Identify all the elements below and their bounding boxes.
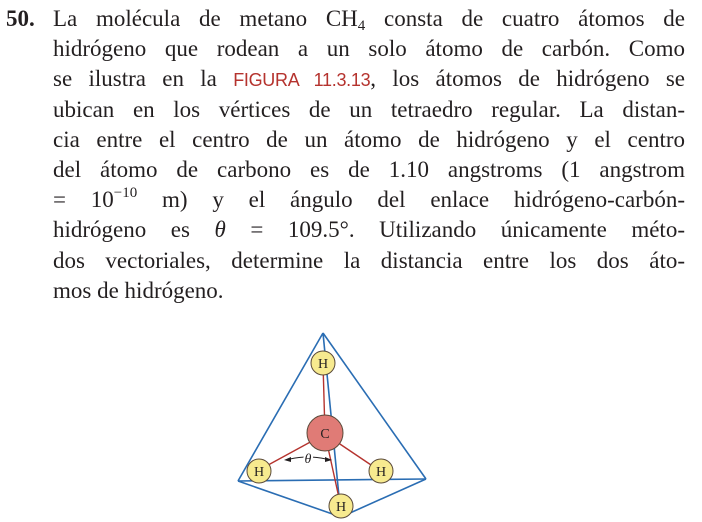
edge-right-front — [341, 479, 426, 517]
subscript: 4 — [357, 18, 366, 34]
text-run: mos de hidrógeno. — [53, 277, 224, 303]
superscript: −10 — [113, 185, 138, 202]
text-run: hidrógeno que rodean a un solo átomo de carbón. Como — [53, 36, 685, 62]
text-line — [53, 95, 685, 125]
hydrogen-right-label: H — [375, 465, 387, 480]
text-run: dos vectoriales, determine la distancia entre los dos áto- — [53, 247, 685, 273]
hydrogen-top — [311, 351, 335, 375]
problem-number: 50. — [6, 6, 35, 31]
text-line — [53, 125, 685, 155]
text-run: cia entre el centro de un átomo de hidrógeno y el centro — [53, 126, 685, 152]
text-run: del átomo de carbono es de 1.10 angstroms (1 angstrom — [53, 156, 685, 182]
angle-marker — [284, 452, 332, 467]
text-line — [53, 185, 685, 215]
math-symbol: θ — [214, 217, 226, 243]
text-run: hidrógeno es — [53, 217, 215, 243]
text-line — [53, 246, 685, 276]
text-line — [53, 64, 685, 94]
text-run: ubican en los vértices de un tetraedro regular. La distan- — [53, 96, 685, 122]
hydrogen-right — [369, 459, 393, 483]
text-run: consta de cuatro átomos de — [365, 6, 685, 31]
text-run: La molécula de metano CH — [53, 6, 358, 31]
hydrogen-left-label: H — [253, 465, 265, 480]
text-run: m) y el ángulo del enlace hidrógeno-carbón- — [137, 187, 685, 213]
edge-top-right — [323, 333, 426, 479]
text-run: = 10 — [53, 187, 114, 213]
angle-label: θ — [304, 452, 312, 467]
text-run: se ilustra en la — [53, 66, 234, 92]
tetrahedron-figure — [230, 327, 450, 519]
text-line — [53, 155, 685, 185]
text-line — [53, 4, 685, 34]
edge-left-front — [238, 481, 341, 517]
hydrogen-front-label: H — [335, 500, 347, 515]
carbon-atom — [307, 415, 343, 451]
figure-reference-link[interactable]: FIGURA 11.3.13 — [233, 70, 371, 91]
text-line — [53, 34, 685, 64]
hydrogen-left — [247, 459, 271, 483]
text-run: , los átomos de hidrógeno se — [370, 66, 685, 92]
text-run: = 109.5°. Utilizando únicamente méto- — [225, 217, 685, 243]
text-line — [53, 215, 685, 245]
text-line — [53, 276, 685, 306]
hydrogen-front — [329, 494, 353, 518]
carbon-label: C — [320, 427, 330, 442]
hydrogen-top-label: H — [317, 357, 329, 372]
problem-text — [53, 4, 685, 306]
